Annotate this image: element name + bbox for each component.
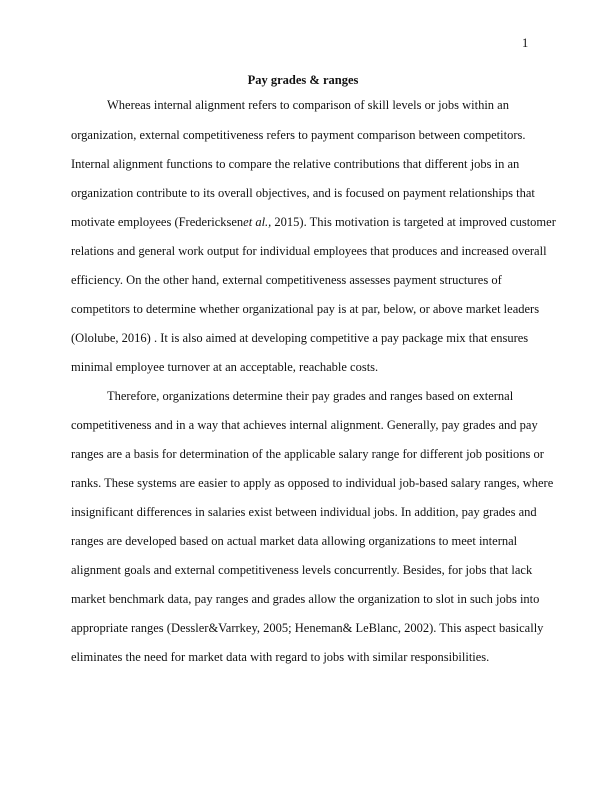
text-line: insignificant differences in salaries exist between individual jobs. In addition, pay grades and bbox=[71, 505, 537, 519]
text-line: competitiveness and in a way that achieves internal alignment. Generally, pay grades and pay bbox=[71, 418, 538, 432]
text-span: 2015). This motivation is targeted at improved customer bbox=[271, 215, 556, 229]
text-line: ranks. These systems are easier to apply as opposed to individual job-based salary ranges, where bbox=[71, 476, 554, 490]
text-line: organization, external competitiveness refers to payment comparison between competitors. bbox=[71, 128, 526, 142]
text-line: (Ololube, 2016) . It is also aimed at developing competitive a pay package mix that ensures bbox=[71, 331, 529, 345]
page-number: 1 bbox=[522, 36, 529, 50]
text-line: ranges are developed based on actual market data allowing organizations to meet internal bbox=[71, 534, 518, 548]
text-line: alignment goals and external competitiveness levels concurrently. Besides, for jobs that lack bbox=[71, 563, 533, 577]
text-span: motivate employees (Fredericksen bbox=[71, 215, 244, 229]
text-line: minimal employee turnover at an acceptable, reachable costs. bbox=[71, 360, 379, 374]
text-line: appropriate ranges (Dessler&Varrkey, 2005; Heneman& LeBlanc, 2002). This aspect basically bbox=[71, 621, 544, 635]
text-line: market benchmark data, pay ranges and grades allow the organization to slot in such jobs into bbox=[71, 592, 540, 606]
text-line: ranges are a basis for determination of the applicable salary range for different job positions or bbox=[71, 447, 544, 461]
document-title: Pay grades & ranges bbox=[247, 73, 359, 87]
text-line: Internal alignment functions to compare the relative contributions that different jobs in an bbox=[71, 157, 520, 171]
text-line: competitors to determine whether organizational pay is at par, below, or above market leaders bbox=[71, 302, 540, 316]
text-line: relations and general work output for individual employees that produces and increased overall bbox=[71, 244, 547, 258]
text-line: efficiency. On the other hand, external competitiveness assesses payment structures of bbox=[71, 273, 502, 287]
citation-italic: et al., bbox=[243, 215, 272, 229]
text-line: Therefore, organizations determine their pay grades and ranges based on external bbox=[107, 389, 514, 403]
text-line: Whereas internal alignment refers to comparison of skill levels or jobs within an bbox=[107, 98, 509, 112]
text-line: organization contribute to its overall objectives, and is focused on payment relationships that bbox=[71, 186, 535, 200]
text-line bbox=[71, 215, 556, 229]
text-line: eliminates the need for market data with regard to jobs with similar responsibilities. bbox=[71, 650, 490, 664]
